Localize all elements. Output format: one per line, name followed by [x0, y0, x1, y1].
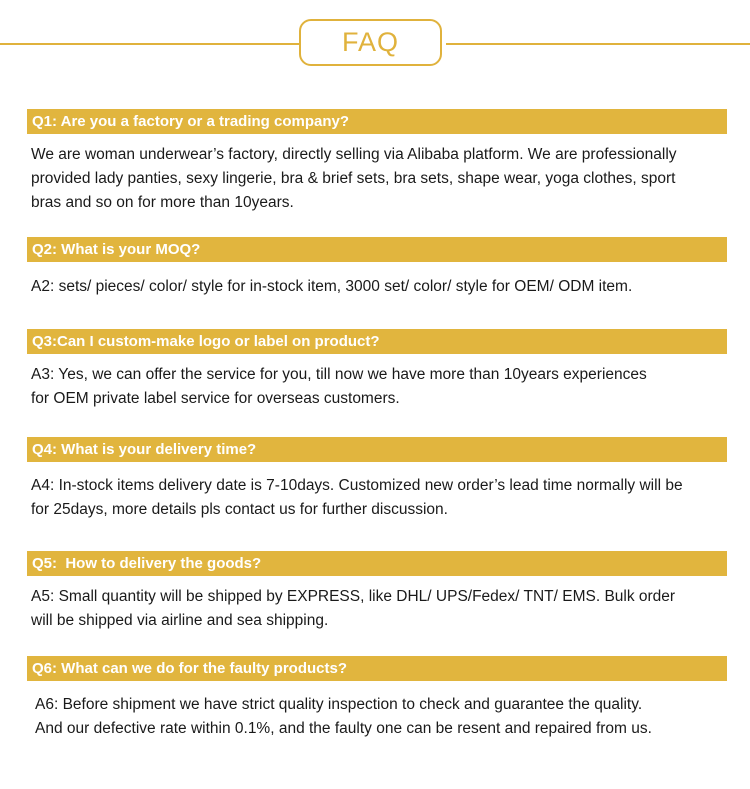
faq-answer-1-line-1: We are woman underwear’s factory, directly selling via Alibaba platform. We are professionally: [31, 146, 677, 163]
faq-answer-2: [31, 275, 731, 299]
header-divider-left: [0, 43, 299, 45]
faq-answer-1-line-3: bras and so on for more than 10years.: [31, 194, 294, 211]
faq-title-badge: [299, 19, 442, 66]
faq-answer-6-line-2: And our defective rate within 0.1%, and the faulty one can be resent and repaired from us.: [35, 720, 652, 737]
header-divider-right: [446, 43, 750, 45]
faq-question-1: Q1: Are you a factory or a trading company?: [27, 109, 727, 134]
faq-answer-5-line-1: A5: Small quantity will be shipped by EXPRESS, like DHL/ UPS/Fedex/ TNT/ EMS. Bulk order: [31, 588, 676, 605]
faq-answer-1-line-2: provided lady panties, sexy lingerie, bra & brief sets, bra sets, shape wear, yoga clothes, sport: [31, 170, 676, 187]
faq-answer-5: [31, 585, 731, 633]
faq-answer-3-line-2: for OEM private label service for overseas customers.: [31, 390, 400, 407]
faq-question-4: Q4: What is your delivery time?: [27, 437, 727, 462]
faq-answer-3: [31, 363, 731, 411]
faq-question-6: Q6: What can we do for the faulty products?: [27, 656, 727, 681]
faq-question-5: Q5: How to delivery the goods?: [27, 551, 727, 576]
faq-answer-4: [31, 474, 731, 522]
faq-answer-2-line-1: A2: sets/ pieces/ color/ style for in-stock item, 3000 set/ color/ style for OEM/ ODM item.: [31, 278, 633, 295]
faq-answer-3-line-1: A3: Yes, we can offer the service for you, till now we have more than 10years experiences: [31, 366, 647, 383]
faq-answer-1: [31, 143, 731, 215]
faq-answer-4-line-1: A4: In-stock items delivery date is 7-10days. Customized new order’s lead time normally will be: [31, 477, 683, 494]
faq-answer-4-line-2: for 25days, more details pls contact us for further discussion.: [31, 501, 448, 518]
faq-answer-6: [35, 693, 735, 741]
page-title: FAQ: [341, 27, 399, 57]
faq-answer-5-line-2: will be shipped via airline and sea shipping.: [31, 612, 329, 629]
faq-question-2: Q2: What is your MOQ?: [27, 237, 727, 262]
faq-answer-6-line-1: A6: Before shipment we have strict quality inspection to check and guarantee the quality.: [35, 696, 643, 713]
faq-question-3: Q3:Can I custom-make logo or label on product?: [27, 329, 727, 354]
